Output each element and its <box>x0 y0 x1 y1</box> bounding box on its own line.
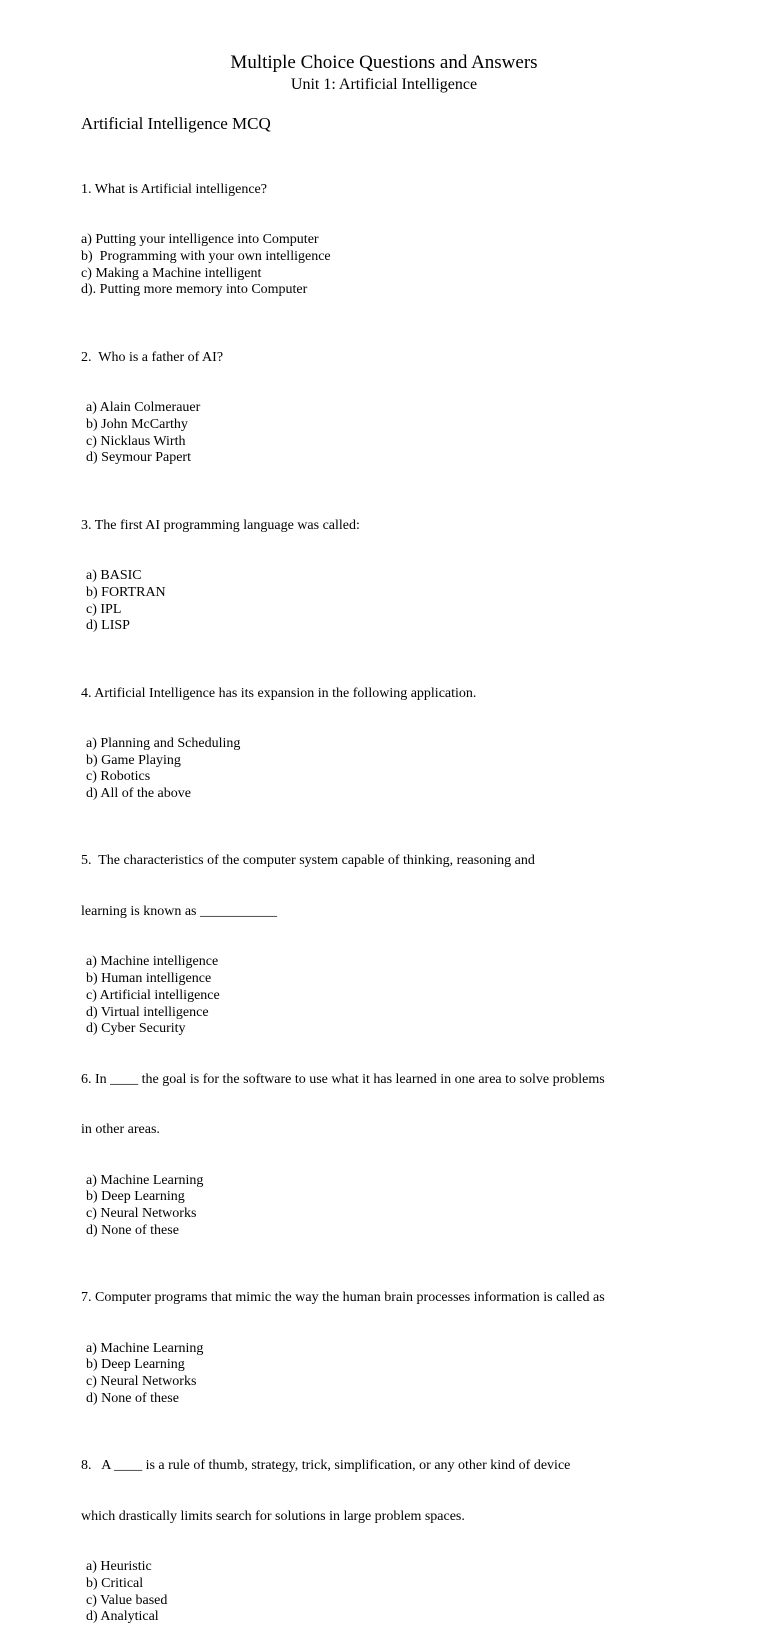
option-a: a) Putting your intelligence into Computer <box>81 231 319 247</box>
question-line: 2. Who is a father of AI? <box>81 349 224 365</box>
question-line: learning is known as ___________ <box>81 903 277 919</box>
option-c: c) Nicklaus Wirth <box>86 433 186 449</box>
option-b: b) Critical <box>86 1575 144 1591</box>
option-d: d) Virtual intelligence <box>86 1004 209 1020</box>
question-8 <box>81 1425 701 1627</box>
question-text <box>81 316 701 400</box>
document-title: Multiple Choice Questions and Answers <box>230 52 538 73</box>
option-a: a) Machine Learning <box>86 1172 204 1188</box>
question-4 <box>81 652 701 803</box>
option-d-extra: d) Cyber Security <box>86 1021 186 1037</box>
option-b: b) John McCarthy <box>86 416 188 432</box>
question-line: 7. Computer programs that mimic the way the human brain processes information is called as <box>81 1290 605 1306</box>
option-d: d). Putting more memory into Computer <box>81 282 308 298</box>
question-5 <box>81 820 701 1038</box>
option-a: a) Machine Learning <box>86 1340 204 1356</box>
option-d: d) None of these <box>86 1223 179 1238</box>
question-line: in other areas. <box>81 1122 160 1138</box>
question-2 <box>81 316 701 467</box>
option-d: d) LISP <box>86 618 130 634</box>
option-c: c) Neural Networks <box>86 1374 197 1390</box>
option-a: a) BASIC <box>86 567 142 583</box>
question-text <box>81 484 701 568</box>
document-subtitle: Unit 1: Artificial Intelligence <box>290 76 478 93</box>
question-line: 6. In ____ the goal is for the software to use what it has learned in one area to solve problems <box>81 1071 605 1087</box>
question-text <box>81 1038 701 1172</box>
question-line: 8. A ____ is a rule of thumb, strategy, trick, simplification, or any other kind of device <box>81 1458 571 1474</box>
question-3 <box>81 484 701 635</box>
question-text <box>81 652 701 736</box>
option-a: a) Alain Colmerauer <box>86 399 201 415</box>
question-list <box>81 148 701 1643</box>
option-a: a) Machine intelligence <box>86 954 219 970</box>
question-line: which drastically limits search for solutions in large problem spaces. <box>81 1508 465 1524</box>
option-b: b) Programming with your own intelligence <box>81 248 331 264</box>
section-heading: Artificial Intelligence MCQ <box>81 114 271 133</box>
option-d: d) Analytical <box>86 1609 159 1625</box>
question-1 <box>81 148 701 299</box>
question-text <box>81 820 701 954</box>
option-b: b) FORTRAN <box>86 584 166 600</box>
option-b: b) Game Playing <box>86 752 181 768</box>
question-text <box>81 1425 701 1559</box>
option-d: d) Seymour Papert <box>86 450 191 466</box>
option-c: c) Making a Machine intelligent <box>81 265 262 281</box>
option-b: b) Human intelligence <box>86 971 212 987</box>
question-text <box>81 1257 701 1341</box>
option-c: c) IPL <box>86 601 122 617</box>
question-line: 5. The characteristics of the computer system capable of thinking, reasoning and <box>81 853 535 869</box>
option-c: c) Neural Networks <box>86 1206 197 1222</box>
option-d: d) All of the above <box>86 786 191 802</box>
option-c: c) Robotics <box>86 769 151 785</box>
question-7 <box>81 1257 701 1408</box>
option-b: b) Deep Learning <box>86 1357 185 1373</box>
question-line: 4. Artificial Intelligence has its expansion in the following application. <box>81 685 477 701</box>
option-d: d) None of these <box>86 1390 179 1406</box>
option-b: b) Deep Learning <box>86 1189 185 1205</box>
question-line: 3. The first AI programming language was called: <box>81 517 360 533</box>
option-a: a) Heuristic <box>86 1558 152 1574</box>
option-c: c) Artificial intelligence <box>86 987 220 1003</box>
option-c: c) Value based <box>86 1592 168 1608</box>
question-6 <box>81 1038 701 1240</box>
question-text <box>81 148 701 232</box>
option-a: a) Planning and Scheduling <box>86 735 241 751</box>
question-line: 1. What is Artificial intelligence? <box>81 181 267 197</box>
